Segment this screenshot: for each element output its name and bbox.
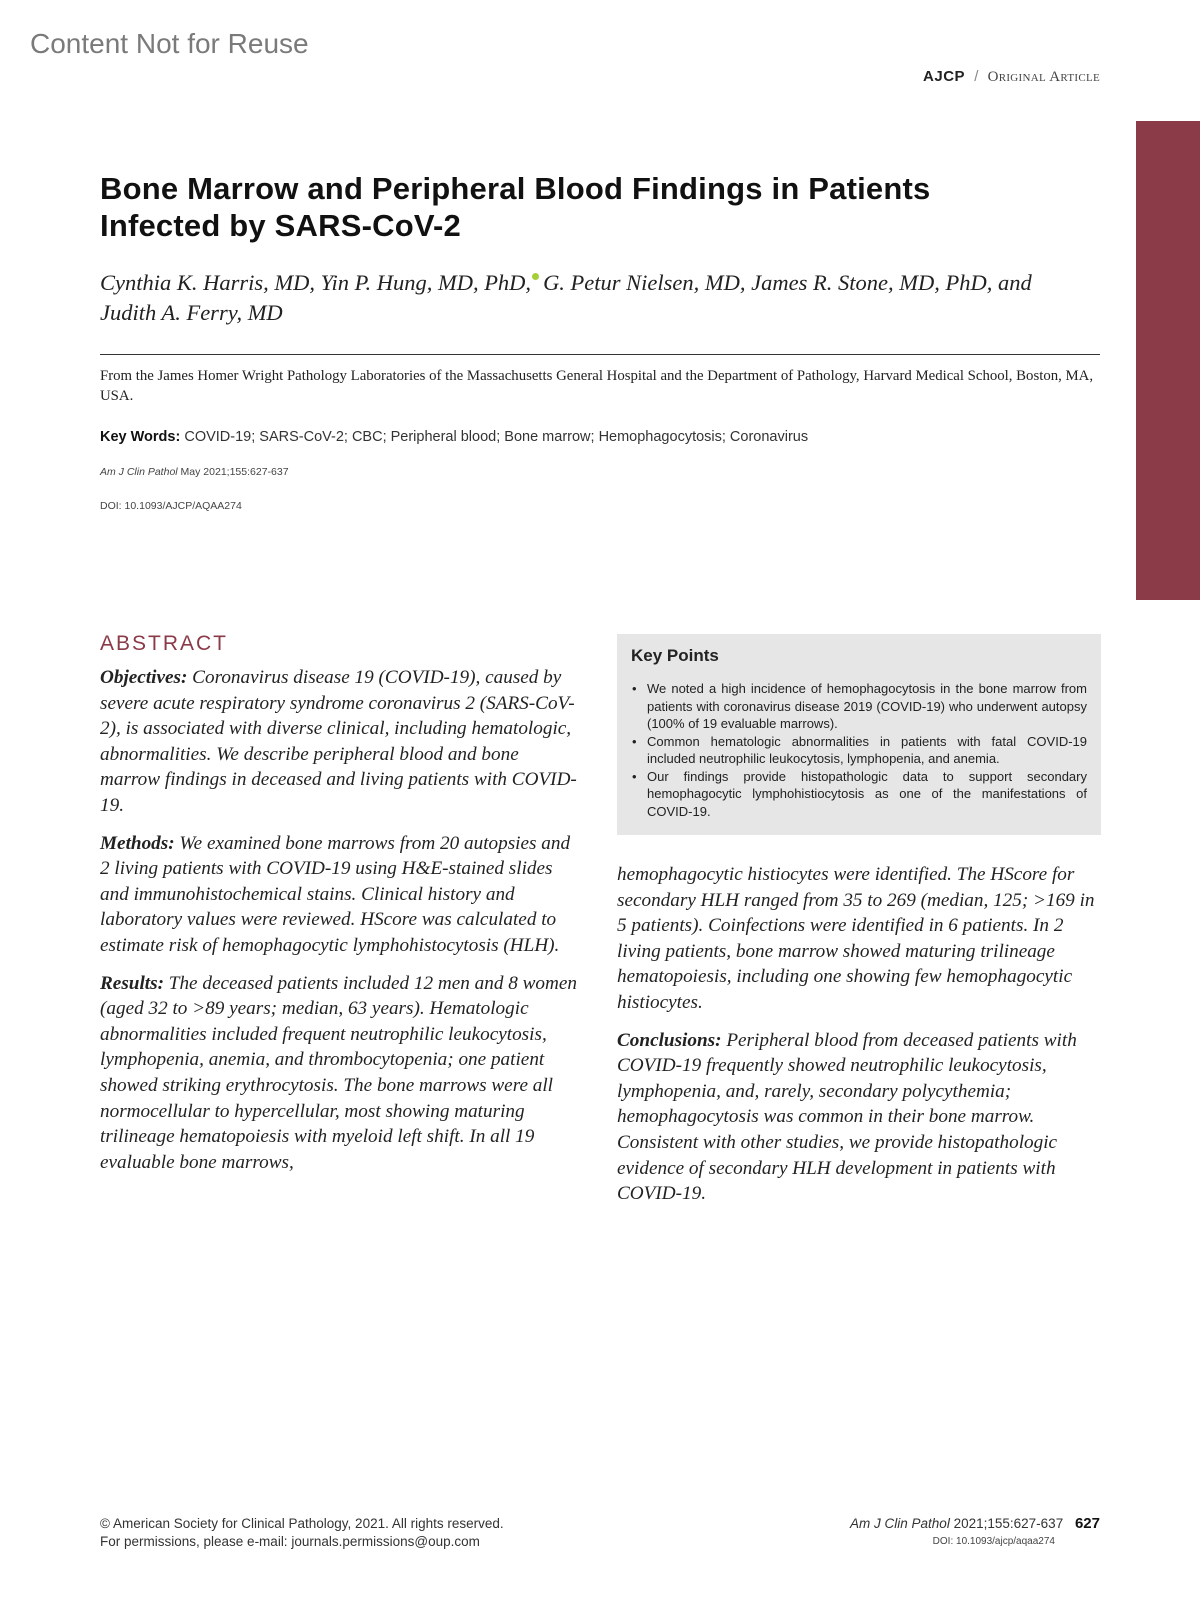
key-points-box <box>617 634 1101 835</box>
citation-journal: Am J Clin Pathol <box>100 466 178 478</box>
key-point-item: • We noted a high incidence of hemophagocytosis in the bone marrow from patients with coronavirus disease 2019 (COVID-19) who underwent autopsy (100% of 19 evaluable marrows). <box>632 681 1087 731</box>
author-list <box>100 268 1090 328</box>
doi[interactable]: DOI: 10.1093/AJCP/AQAA274 <box>100 500 242 512</box>
citation-details: May 2021;155:627-637 <box>180 466 289 478</box>
results-text-part-2: hemophagocytic histiocytes were identified. The HScore for secondary HLH ranged from 35 to 269 (median, 125; >169 in 5 patients). Coinfections were identified in 6 patients. In 2 living patients, bone marrow showed maturing trilineage hematopoiesis, including one showing few hemophagocytic histiocytes. <box>617 864 1095 1013</box>
methods-text: We examined bone marrows from 20 autopsies and 2 living patients with COVID-19 using H&E-stained slides and immunohistochemical stains. Clinical history and laboratory values were reviewed. HScore was calculated to estimate risk of hemophagocytic lymphohistocytosis (HLH). <box>100 832 571 956</box>
header-divider <box>100 354 1100 355</box>
bullet-icon: • <box>632 681 637 696</box>
running-head-separator: / <box>974 68 979 85</box>
title-line-1: Bone Marrow and Peripheral Blood Findings in Patients <box>100 171 931 206</box>
results-text-part-1: The deceased patients included 12 men and 8 women (aged 32 to >89 years; median, 63 years). Hematologic abnormalities included frequent neutrophilic leukocytosis, lymphopenia, anemia, and thrombocytopenia; one patient showed striking erythrocytosis. The bone marrows were all normocellular to hypercellular, most showing maturing trilineage hematopoiesis with myeloid left shift. In all 19 evaluable bone marrows, <box>100 972 577 1173</box>
methods-label: Methods: <box>100 832 175 854</box>
journal-name: AJCP <box>923 68 966 85</box>
abstract-left-column <box>100 665 580 1187</box>
key-points-list <box>631 680 1087 820</box>
key-points-title: Key Points <box>631 646 719 665</box>
keywords-label: Key Words: <box>100 429 181 445</box>
authors-part-2: G. Petur Nielsen, MD, James R. Stone, MD, PhD, and Judith A. Ferry, MD <box>100 270 1032 325</box>
permissions: For permissions, please e-mail: journals.permissions@oup.com <box>100 1534 480 1549</box>
abstract-methods <box>100 831 580 959</box>
conclusions-text: Peripheral blood from deceased patients with COVID-19 frequently showed neutrophilic leukocytosis, lymphopenia, and, rarely, secondary polycythemia; hemophagocytosis was common in their bone marrow. Consistent with other studies, we provide histopathologic evidence of secondary HLH development in patients with COVID-19. <box>617 1029 1077 1205</box>
footer-doi[interactable]: DOI: 10.1093/ajcp/aqaa274 <box>932 1536 1055 1547</box>
key-point-item: • Our findings provide histopathologic data to support secondary hemophagocytic lymphohistiocytosis as one of the manifestations of COVID-19. <box>632 768 1087 819</box>
footer-citation <box>850 1515 1100 1533</box>
abstract-results <box>100 971 580 1176</box>
copyright: © American Society for Clinical Pathology, 2021. All rights reserved. <box>100 1516 504 1531</box>
citation <box>100 466 289 478</box>
orcid-icon[interactable] <box>532 273 539 280</box>
results-label: Results: <box>100 972 164 994</box>
keywords-text: COVID-19; SARS-CoV-2; CBC; Peripheral blood; Bone marrow; Hemophagocytosis; Coronavirus <box>184 429 809 445</box>
footer-left <box>100 1515 504 1551</box>
abstract-results-continued <box>617 862 1100 1016</box>
affiliation: From the James Homer Wright Pathology Laboratories of the Massachusetts General Hospital and the Department of Pathology, Harvard Medical School, Boston, MA, USA. <box>100 368 1094 404</box>
abstract-right-column <box>617 862 1100 1219</box>
footer-cite-details: 2021;155:627-637 <box>953 1516 1064 1531</box>
keywords <box>100 429 1100 445</box>
footer-journal: Am J Clin Pathol <box>850 1516 950 1531</box>
title-line-2: Infected by SARS-CoV-2 <box>100 208 461 243</box>
bullet-icon: • <box>632 768 637 784</box>
watermark: Content Not for Reuse <box>30 28 309 59</box>
article-title <box>100 170 1060 244</box>
page-number: 627 <box>1074 1515 1100 1532</box>
footer-right <box>850 1515 1100 1551</box>
conclusions-label: Conclusions: <box>617 1029 722 1051</box>
abstract-conclusions <box>617 1028 1100 1207</box>
key-point-item: • Common hematologic abnormalities in patients with fatal COVID-19 included neutrophilic leukocytosis, lymphopenia, and anemia. <box>632 733 1087 766</box>
article-type: Original Article <box>987 69 1100 85</box>
abstract-objectives <box>100 665 580 819</box>
bullet-icon: • <box>632 733 637 749</box>
running-head <box>923 68 1100 86</box>
authors-part-1: Cynthia K. Harris, MD, Yin P. Hung, MD, PhD, <box>100 270 532 295</box>
objectives-text: Coronavirus disease 19 (COVID-19), caused by severe acute respiratory syndrome coronavirus 2 (SARS-CoV-2), is associated with diverse clinical, including hematologic, abnormalities. We describe peripheral blood and bone marrow findings in deceased and living patients with COVID-19. <box>100 667 577 816</box>
objectives-label: Objectives: <box>100 667 188 688</box>
abstract-heading: ABSTRACT <box>100 632 229 655</box>
side-color-tab <box>1136 121 1200 600</box>
